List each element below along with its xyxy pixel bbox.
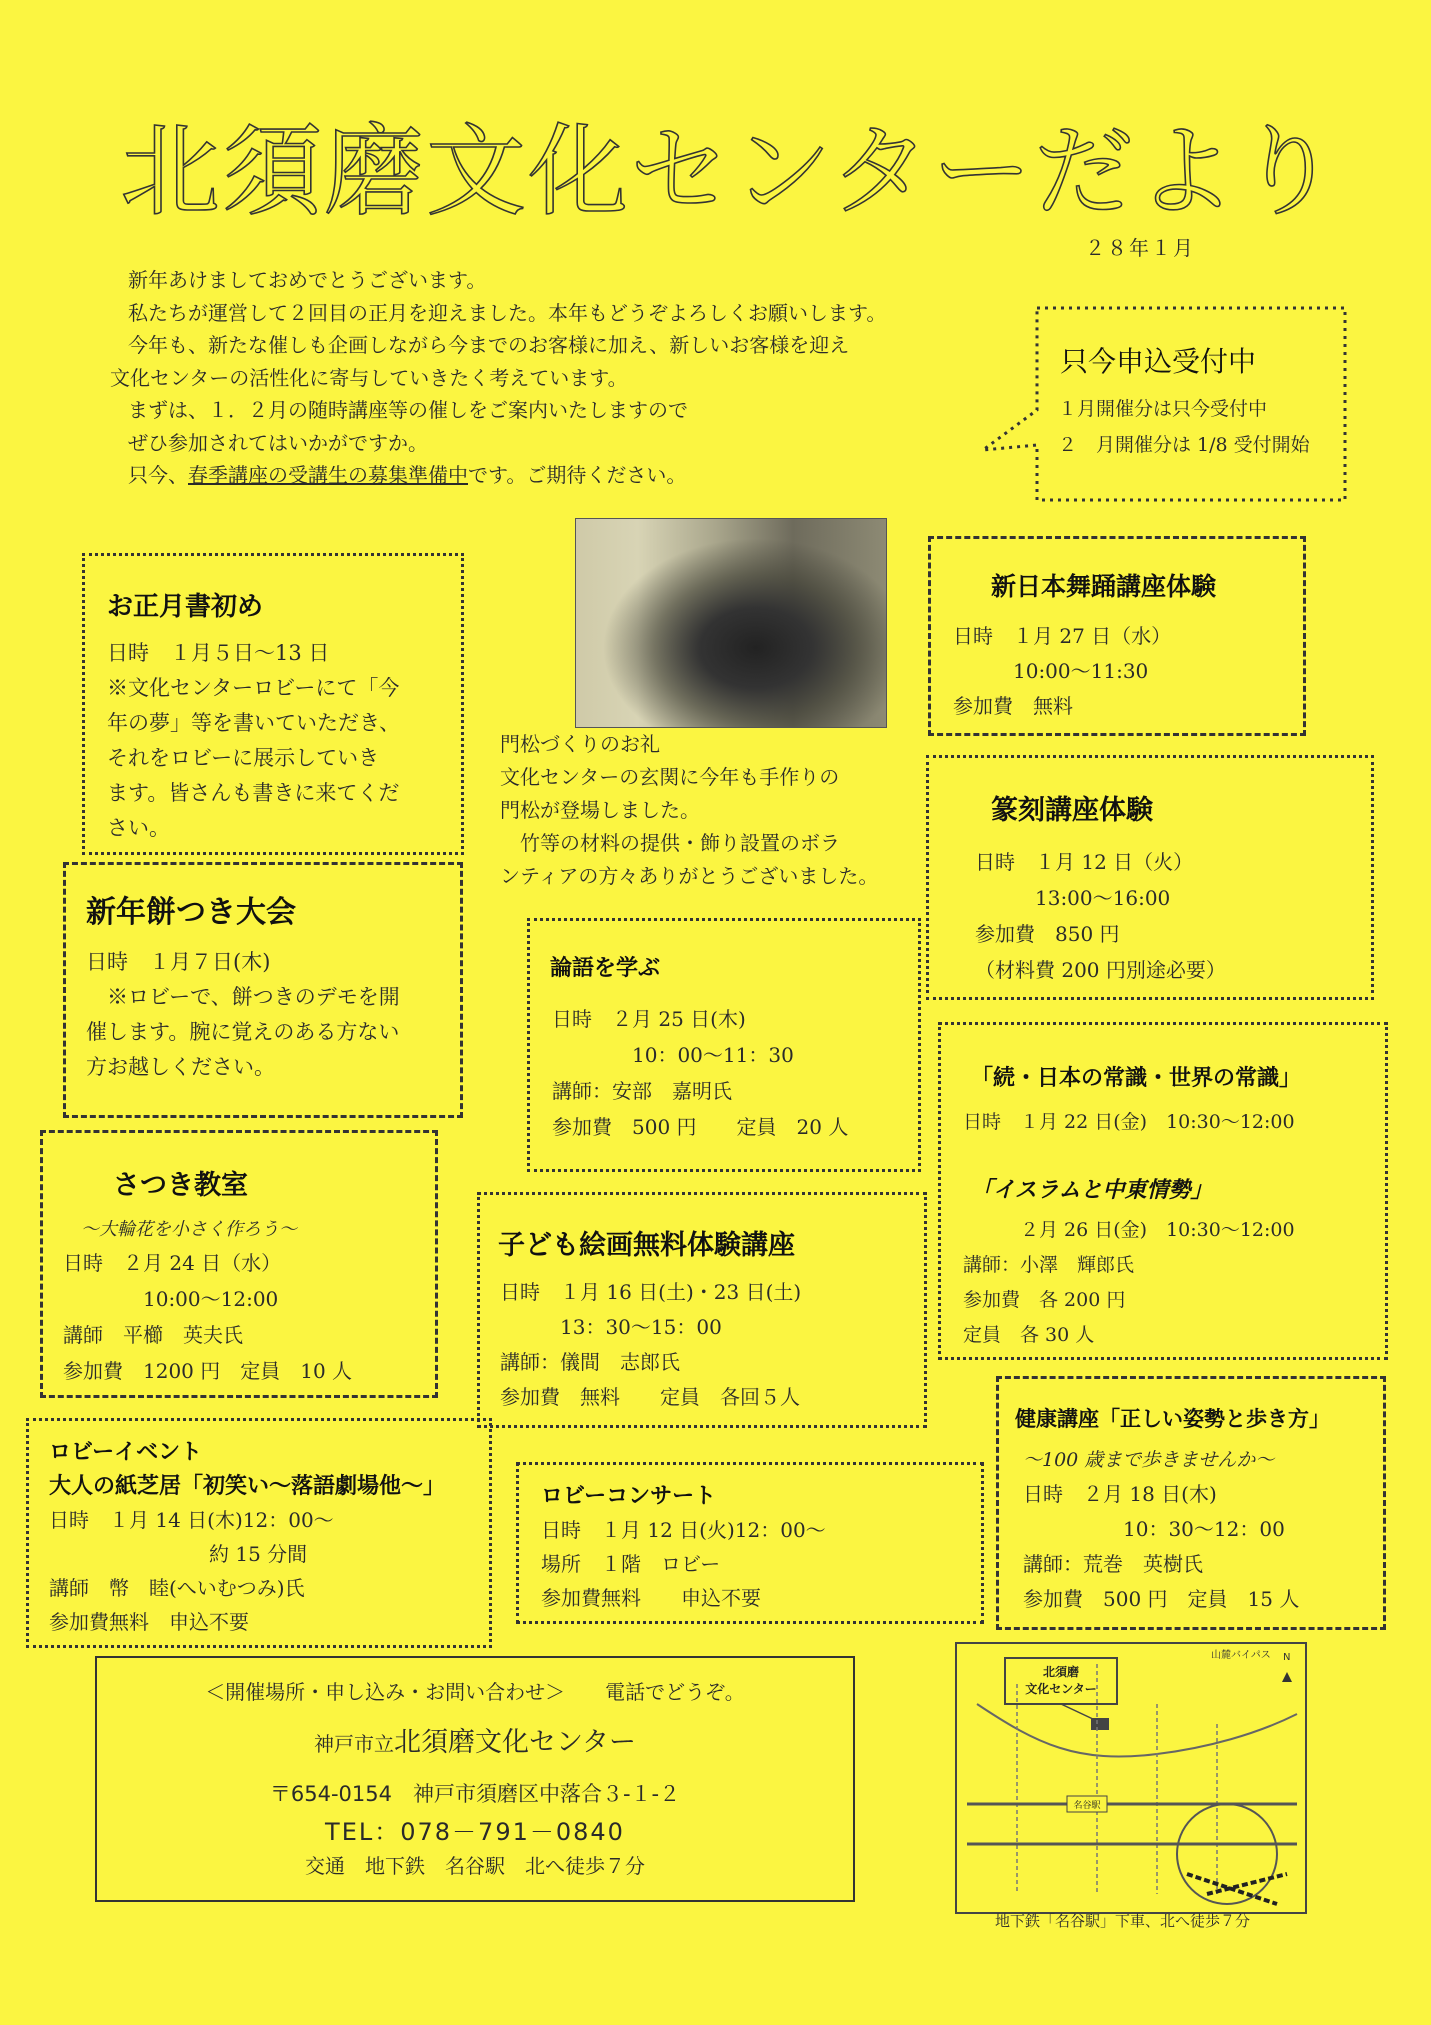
event-line: 10：30～12：00 [1023,1517,1285,1541]
event-details [63,1245,352,1389]
event-line: 日時 １月 27 日（水） [953,624,1172,648]
intro-text [110,264,1030,492]
event-line: ※ロビーで、餅つきのデモを開 [86,985,400,1009]
event-line: 10：00～11：30 [552,1043,794,1067]
map-station: 名谷駅 [1073,1801,1101,1811]
event-satsuki [40,1130,438,1398]
map-center-marker [1091,1718,1109,1730]
event-title: お正月書初め [107,592,264,622]
event-joshiki [938,1022,1388,1360]
event-title: 「イスラムと中東情勢」 [971,1178,1213,1203]
event-kodomo [477,1192,927,1428]
event-details [975,844,1226,988]
event-line: 講師 平櫛 英夫氏 [63,1323,243,1347]
event-details [541,1513,826,1615]
event-line: 参加費 850 円 [975,922,1120,946]
event-line: 参加費 500 円 定員 15 人 [1023,1587,1300,1611]
event-line: 参加費無料 申込不要 [541,1586,761,1610]
event-line: 定員 各 30 人 [963,1324,1095,1346]
issue-date: ２８年１月 [1085,236,1195,260]
event-details [1023,1477,1299,1617]
event-line: 約 15 分間 [49,1542,308,1566]
kadomatsu-line: ンティアの方々ありがとうございました。 [500,864,879,888]
intro-text-part: です。ご期待ください。 [468,463,687,487]
map-center-label: 北須磨 [1042,1665,1080,1679]
north-arrow-icon [1282,1672,1292,1682]
intro-highlight: 春季講座の受講生の募集準備中 [188,463,468,487]
event-title: ロビーコンサート [541,1484,717,1509]
event-title: 「続・日本の常識・世界の常識」 [971,1066,1302,1091]
event-kenko [996,1376,1386,1630]
newsletter-title: 北須磨文化センターだより [120,113,1340,230]
event-line: 日時 １月 12 日(火)12：00～ [541,1518,826,1542]
event-line: 講師 幣 睦(へいむつみ)氏 [49,1576,305,1600]
map-caption: 地下鉄「名谷駅」下車、北へ徒歩７分 [995,1912,1251,1930]
map-pointer [1061,1704,1095,1720]
event-line: 日時 １月 12 日（火） [975,850,1194,874]
event-line: 講師：儀間 志郎氏 [500,1350,680,1374]
address: 〒654-0154 神戸市須磨区中落合３-１-２ [269,1782,681,1806]
event-line: 10:00～12:00 [63,1287,279,1311]
event-line: 参加費 500 円 定員 20 人 [552,1115,849,1139]
event-line: 年の夢」等を書いていただき、 [107,711,401,735]
event-line: ２月 26 日(金) 10:30～12:00 [963,1219,1295,1241]
event-line: 場所 １階 ロビー [541,1552,721,1576]
phone: TEL：078－791－0840 [325,1818,625,1846]
event-line: ※文化センターロビーにて「今 [107,676,400,700]
callout-line: １月開催分は只今受付中 [1058,398,1268,420]
intro-line: 新年あけましておめでとうございます。 [128,268,487,292]
event-buyo [928,536,1306,736]
access: 交通 地下鉄 名谷駅 北へ徒歩７分 [305,1854,645,1878]
event-details [49,1503,334,1639]
event-line: 参加費無料 申込不要 [49,1610,249,1634]
map-center-label: 文化センター [1025,1682,1097,1696]
access-map [955,1642,1307,1914]
event-title: さつき教室 [113,1170,248,1201]
center-name [97,1720,853,1759]
event-details [552,1001,848,1145]
event-title: 子ども絵画無料体験講座 [498,1230,795,1261]
event-line: 13：30～15：00 [500,1315,722,1339]
map-road [977,1704,1297,1757]
event-mochi [63,862,463,1118]
kadomatsu-line: 文化センターの玄関に今年も手作りの [500,765,840,789]
callout-heading: 只今申込受付中 [1060,345,1257,378]
event-details [500,1275,801,1415]
event-title: 新年餅つき大会 [86,895,296,930]
event-line: 13:00～16:00 [975,886,1171,910]
intro-line: まずは、１．２月の随時講座等の催しをご案内いたしますので [128,398,688,422]
kadomatsu-line: 竹等の材料の提供・飾り設置のボラ [500,831,840,855]
event-concert [516,1462,984,1624]
event-line: 日時 ２月 18 日(木) [1023,1482,1217,1506]
event-line: 日時 １月 14 日(木)12：00～ [49,1508,334,1532]
event-line: 参加費 無料 [953,694,1073,718]
event-title: 論語を学ぶ [550,956,661,981]
kadomatsu-photo [575,518,887,728]
contact-line: ＜開催場所・申し込み・お問い合わせ＞ 電話でどうぞ。 [205,1680,745,1704]
event-title: 大人の紙芝居「初笑い～落語劇場他～」 [49,1474,446,1499]
event-line: 日時 １月５日～13 日 [107,641,330,665]
event-details [107,636,400,846]
event-line: 方お越しください。 [86,1055,275,1079]
event-line: 日時 ２月 25 日(木) [552,1007,746,1031]
event-line: 催します。腕に覚えのある方ない [86,1020,400,1044]
event-line: 日時 １月 16 日(土)・23 日(土) [500,1280,802,1304]
intro-line: 文化センターの活性化に寄与していきたく考えています。 [110,365,628,390]
event-kakizome [82,553,464,855]
event-lobby [26,1418,492,1648]
kadomatsu-title: 門松づくりのお礼 [500,732,660,756]
event-line: 講師：荒巻 英樹氏 [1023,1552,1203,1576]
event-line: 日時 １月 22 日(金) 10:30～12:00 [963,1111,1295,1133]
kadomatsu-line: 門松が登場しました。 [500,798,700,822]
event-line: （材料費 200 円別途必要） [975,958,1226,982]
intro-text-part: 只今、 [128,463,188,487]
map-road-label: 山麓バイパス [1211,1650,1271,1661]
event-title: 篆刻講座体験 [991,795,1153,826]
event-details [86,945,400,1085]
event-line: 参加費 各 200 円 [963,1289,1126,1311]
event-line: 講師：安部 嘉明氏 [552,1079,732,1103]
event-line: 日時 ２月 24 日（水） [63,1251,282,1275]
intro-line [110,459,1030,492]
event-head: ロビーイベント [49,1440,203,1465]
event-line: 参加費 無料 定員 各回５人 [500,1385,800,1409]
event-line: 日時 １月７日(木) [86,950,271,974]
event-title: 新日本舞踊講座体験 [991,572,1217,601]
event-line: 講師：小澤 輝郎氏 [963,1254,1135,1276]
center-name-prefix: 神戸市立 [314,1732,395,1756]
map-north: N [1283,1652,1291,1663]
event-line: さい。 [107,816,170,840]
event-subtitle: ～大輪花を小さく作ろう～ [81,1219,297,1240]
event-subtitle: ～100 歳まで歩きませんか～ [1023,1449,1275,1471]
contact-info [95,1656,855,1902]
event-rongo [527,918,921,1172]
callout-line: ２ 月開催分は 1/8 受付開始 [1058,434,1310,456]
event-line: ます。皆さんも書きに来てくだ [107,781,400,805]
event-details [953,619,1171,724]
event-line: 参加費 1200 円 定員 10 人 [63,1359,353,1383]
intro-line: 私たちが運営して２回目の正月を迎えました。本年もどうぞよろしくお願いします。 [128,300,887,325]
event-line: それをロビーに展示していき [107,746,380,770]
kadomatsu-note [500,728,878,893]
event-tenkoku [926,755,1374,1000]
event-title: 健康講座「正しい姿勢と歩き方」 [1015,1407,1330,1431]
event-details [963,1213,1295,1353]
center-name-main: 北須磨文化センター [394,1727,636,1758]
intro-line: 今年も、新たな催しも企画しながら今までのお客様に加え、新しいお客様を迎え [128,333,850,357]
map-railway [1187,1874,1287,1904]
intro-line: ぜひ参加されてはいかがですか。 [128,430,428,455]
event-line: 10:00～11:30 [953,659,1149,683]
map-drawing [957,1644,1307,1914]
